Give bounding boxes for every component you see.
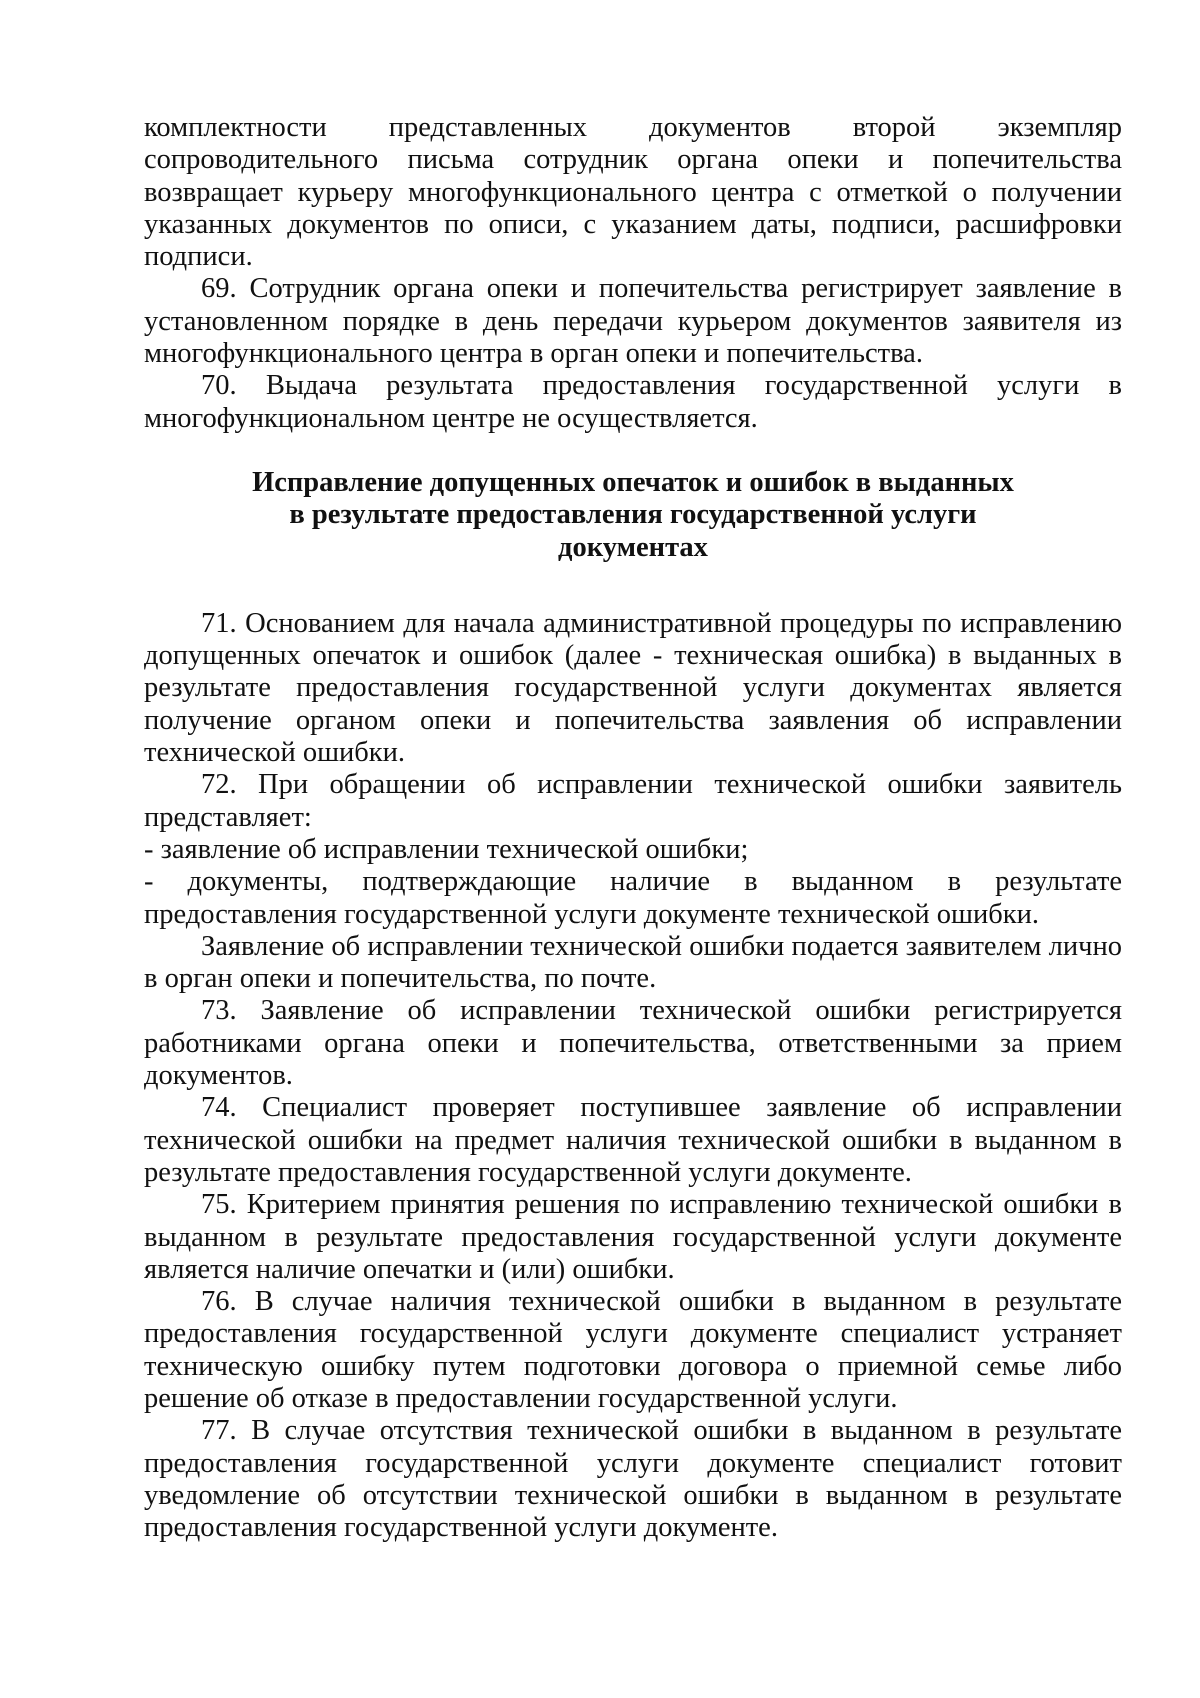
- paragraph-72-item-1: - заявление об исправлении технической ошибки;: [144, 833, 749, 865]
- document-page: [144, 112, 1122, 1544]
- paragraph-77: 77. В случае отсутствия технической ошибки в выданном в результате предоставления государственной услуги документе специалист готовит уведомление об отсутствии технической ошибки в выданном в результате предоставления государственной услуги документе.: [144, 1415, 1122, 1544]
- paragraph-70: 70. Выдача результата предоставления государственной услуги в многофункциональном центре не осуществляется.: [144, 370, 1122, 434]
- paragraph-72: 72. При обращении об исправлении технической ошибки заявитель представляет:: [144, 769, 1122, 833]
- paragraph-69: 69. Сотрудник органа опеки и попечительства регистрирует заявление в установленном порядке в день передачи курьером документов заявителя из многофункционального центра в орган опеки и попечительства.: [144, 273, 1122, 370]
- section-heading-line-3: документах: [558, 531, 708, 563]
- paragraph-76: 76. В случае наличия технической ошибки в выданном в результате предоставления государственной услуги документе специалист устраняет техническую ошибку путем подготовки договора о приемной семье либо решение об отказе в предоставлении государственной услуги.: [144, 1286, 1122, 1414]
- paragraph-72-item-2: - документы, подтверждающие наличие в выданном в результате предоставления государственной услуги документе технической ошибки.: [144, 866, 1122, 930]
- section-heading-line-1: Исправление допущенных опечаток и ошибок в выданных: [252, 466, 1014, 498]
- intro-paragraph: комплектности представленных документов второй экземпляр сопроводительного письма сотрудник органа опеки и попечительства возвращает курьеру многофункционального центра с отметкой о получении указанных документов по описи, с указанием даты, подписи, расшифровки подписи.: [144, 112, 1122, 273]
- paragraph-72-note: Заявление об исправлении технической ошибки подается заявителем лично в орган опеки и попечительства, по почте.: [144, 930, 1122, 995]
- section-heading: [144, 467, 1122, 564]
- section-heading-line-2: в результате предоставления государственной услуги: [289, 499, 977, 531]
- paragraph-75: 75. Критерием принятия решения по исправлению технической ошибки в выданном в результате предоставления государственной услуги документе является наличие опечатки и (или) ошибки.: [144, 1189, 1122, 1285]
- paragraph-73: 73. Заявление об исправлении технической ошибки регистрируется работниками органа опеки и попечительства, ответственными за прием документов.: [144, 995, 1122, 1092]
- paragraph-71: 71. Основанием для начала административной процедуры по исправлению допущенных опечаток и ошибок (далее - техническая ошибка) в выданных в результате предоставления государственной услуги документах является получение органом опеки и попечительства заявления об исправлении технической ошибки.: [144, 607, 1122, 769]
- paragraph-74: 74. Специалист проверяет поступившее заявление об исправлении технической ошибки на предмет наличия технической ошибки в выданном в результате предоставления государственной услуги документе.: [144, 1092, 1122, 1188]
